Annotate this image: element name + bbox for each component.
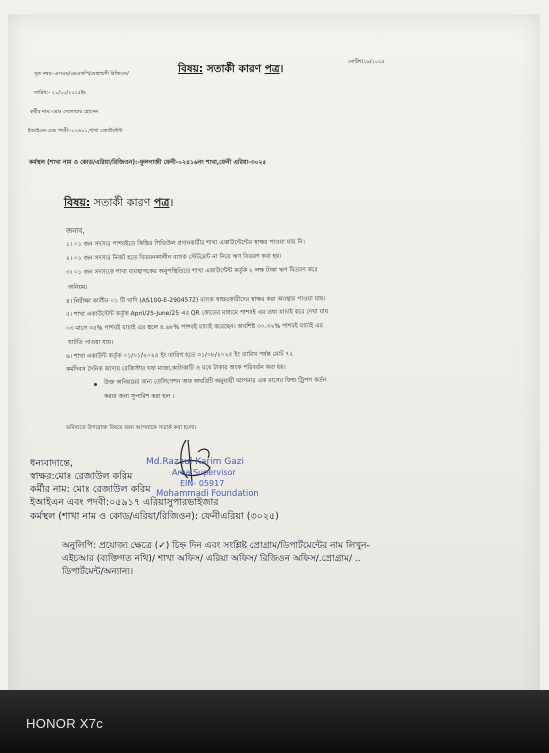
stamp-role: Area Supervisor [172, 468, 236, 477]
body-line-8: ঘাটতি পাওয়া যায়। [68, 339, 114, 346]
body-line-9: ৬। শাখা একাউন্ট কর্তৃক ০১/০১/২০২৫ ইং তারিখ হতে ৩১/০৮/২০২৫ ইং তারিখ পর্যন্ত মোট ৭২ [65, 350, 294, 360]
body-line-7: ০৩ মাসে ৩৫% পাশবই যাচাই এর স্থলে ৪.৬৮% পাশবই যাচাই করেছেন। অবশিষ্ট ৩০.৩২% পাশবই যাচাই এর [65, 322, 323, 332]
stamp-org: Mohammadi Foundation [156, 489, 259, 499]
ein-role-line: ইআইএন এবং পদবী:-০২৬০১,শাখা একাউন্টেন্ট [28, 128, 123, 134]
document-page [8, 14, 540, 704]
signature-line: স্বাক্ষর:মোঃ রেজাউল করিম [30, 471, 133, 482]
body-line-4: অনিয়ম। [68, 284, 88, 291]
notice-number: নোটিশ/১৬/২০২৫ [348, 59, 385, 65]
reference-label: সূত্র নম্বর:-এসএম/এমএফপি/মোহাম্মদী রিজিওন/ [34, 71, 129, 77]
copy-line-2: এইচআর (ব্যক্তিগত নথি)/ শাখা অফিস/ এরিয়া অফিস/ রিজিওন অফিস/.প্রোগ্রাম/ .. [62, 554, 361, 564]
body-line-3: ৩। ০১ জন সদস্যকে শাখা ব্যবস্থাপকের অনুপস্থিতিতে শাখা একাউন্টেন্ট কর্তৃক ২ লক্ষ টাকা ঋণ বিতরণ করে [65, 266, 318, 276]
warning-line: ভবিষ্যতে উপরোক্ত বিষয়ে জন্য আপনাকে সতার্ক করা হলো। [66, 425, 197, 431]
stamp-name: Md.Razaul Karim Gazi [146, 457, 245, 467]
header-subject: বিষয়: সতার্কী কারণ পত্র। [178, 63, 284, 75]
employee-name-line: কর্মীর নাম:-মোঃ দেলোয়ার হোসেন [30, 109, 99, 115]
body-line-2: ২। ০১ জন সদস্যর নিকট হতে বিতরনকালীন ব্যাংক স্টেটমেন্ট না নিয়ে ঋণ বিতরণ করা হয়। [65, 252, 282, 262]
body-line-10: কর্মদিবস দৈনিক আদায় রেজিস্টার ঘষা মাজা,কাটাকাটি ও ঘষে টাকার অংক পরিবর্তন করা হয়। [65, 363, 286, 373]
thanks-line: ধন্যবাদান্তে, [30, 458, 73, 469]
body-line-1: ১। ০১ জন সদস্যর পাশবইতে কিস্তির পিডিউল প্রদানকারীর শাখা একাউন্টেন্টের স্বাক্ষর পাওয়া যায় নি। [65, 238, 305, 248]
date-line: তারিখ:- ২১/১০/২০২৫ইং [34, 90, 86, 96]
copy-line-3: ডিপার্টমেন্ট/অন্যান্য। [62, 567, 134, 577]
body-line-6: ৫। শাখা একাউন্টেন্ট কর্তৃক April/25-June/25 এর QR কোডের মাধ্যমে পাশবই এর তথ্য যাচাই করে দেখা যায় [65, 308, 329, 318]
stamp-ein: EIN- 05917 [180, 479, 225, 488]
ein-role-sign-line: ইআইএন এবং পদবী:০৫৯১৭ এরিয়াসুপারভাইজার [30, 497, 219, 508]
body-line-5: ৪। নিরীক্ষা কালীন ০১ টি খাদি (AS100-E-2904572) ব্যাংক স্বাক্ষরকারীদের স্বাক্ষর করা অবস্থায় পাওয়া যায়। [65, 295, 326, 305]
subject-heading: বিষয়: সতার্কী কারণ পত্র। [64, 196, 174, 209]
bullet-line-1: উক্ত অনিয়মের জন্য ডেলিগেশন অফ অথরিটি অনুযায়ী আপনার এক মাসের ফিল্ড ট্রিপস কর্তন [103, 376, 327, 386]
workplace-line: কর্মস্থল (শাখা নাম ও কোড/এরিয়া/রিজিওন):-ফুলগাজী ফেনী-০২৪১৬নং শাখা,ফেনী এরিয়া-৩০২৫ [29, 159, 267, 166]
bullet-line-2: করার জন্য সুপারিশ করা হল । [104, 393, 175, 400]
device-watermark: HONOR X7c [26, 716, 104, 731]
name-line: কর্মীর নাম: মোঃ রেজাউল করিম [30, 484, 151, 495]
workplace-sign-line: কর্মস্থল (শাখা নাম ও কোড/এরিয়া/রিজিওন): ফেনীএরিয়া (৩০২৫) [30, 511, 279, 522]
bullet-dot [94, 383, 97, 386]
copy-line-1: অনুলিপি: প্রযোজ্য ক্ষেত্রে (✓) চিহ্ন দিন এবং সংশ্লিষ্ট প্রোগ্রাম/ডিপার্টমেন্টের নাম লিখুন- [62, 541, 370, 551]
salutation: জনাব, [66, 227, 85, 235]
